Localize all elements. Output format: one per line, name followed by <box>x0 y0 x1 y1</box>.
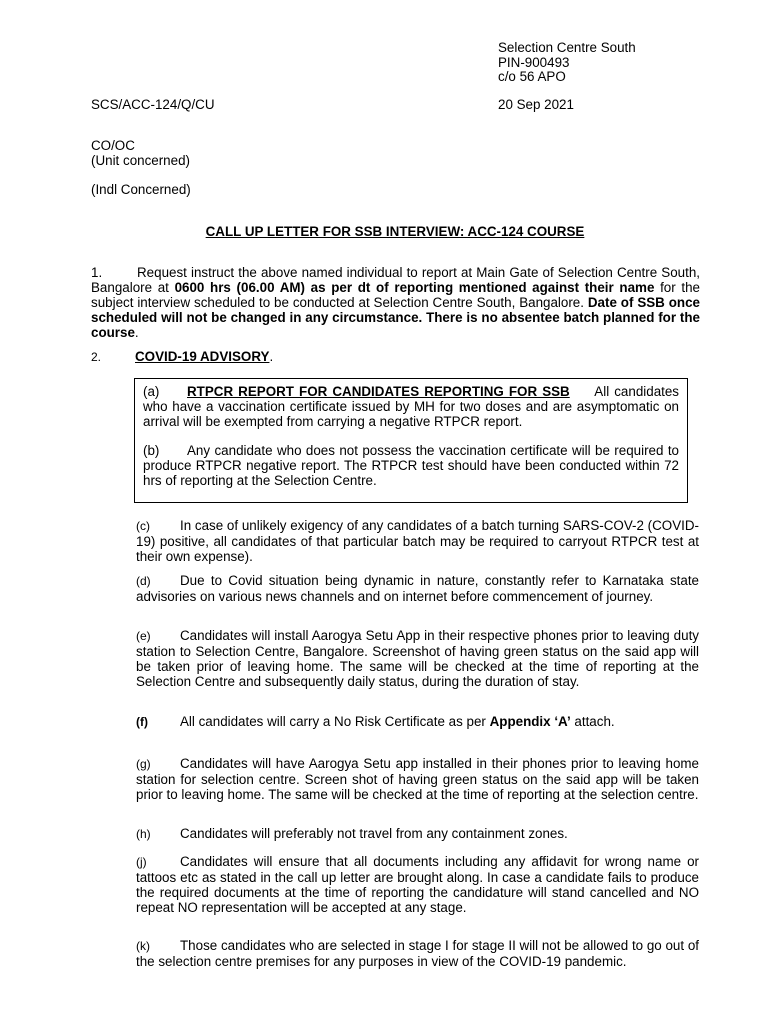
letter-title: CALL UP LETTER FOR SSB INTERVIEW: ACC-124 COURSE <box>205 224 585 239</box>
item-d-text: Due to Covid situation being dynamic in nature, constantly refer to Karnataka state advisories on various news channels and on internet before commencement of journey. <box>136 573 699 604</box>
item-d <box>136 573 699 604</box>
rtpcr-box <box>134 378 688 503</box>
paragraph-2 <box>91 349 700 365</box>
item-g-text: Candidates will have Aarogya Setu app installed in their phones prior to leaving home station for selection centre. Screen shot of having green status on the said app will be taken prior to leaving home. The same will be checked at the time of reporting at the selection centre. <box>136 756 699 802</box>
appendix-a-reference: Appendix ‘A’ <box>489 714 571 729</box>
item-f-label: (f) <box>136 715 148 729</box>
item-h-label: (h) <box>136 827 151 841</box>
paragraph-1-bold-b: Date of SSB once scheduled will not be changed in any circumstance. There is no absentee batch planned for the course <box>91 295 700 340</box>
recipient-block <box>91 139 190 168</box>
item-k-label: (k) <box>136 939 150 953</box>
item-k-text: Those candidates who are selected in stage I for stage II will not be allowed to go out of the selection centre premises for any purposes in view of the COVID-19 pandemic. <box>136 938 699 969</box>
item-j-text: Candidates will ensure that all documents including any affidavit for wrong name or tattoos etc as stated in the call up letter are brought along. In case a candidate fails to produce the required documents at the time of reporting the candidature will stand cancelled and NO repeat NO representation will be accepted at any stage. <box>136 854 699 915</box>
sender-address <box>498 41 636 85</box>
address-line-3: c/o 56 APO <box>498 69 566 84</box>
box-item-b-label: (b) <box>143 443 160 458</box>
item-e <box>136 628 699 689</box>
recipient-line-2: (Unit concerned) <box>91 152 190 168</box>
paragraph-1-number: 1. <box>91 265 103 280</box>
item-f <box>136 714 699 730</box>
item-f-text: All candidates will carry a No Risk Certificate as per <box>180 714 490 729</box>
box-item-a-text: All candidates who have a vaccination certificate issued by MH for two doses and are asymptomatic on arrival will be exempted from carrying a negative RTPCR report. <box>143 384 680 429</box>
paragraph-1-text-b: for the subject interview scheduled to be conducted at Selection Centre South, Bangalore. <box>91 280 700 310</box>
paragraph-1 <box>91 265 700 340</box>
item-h <box>136 826 699 842</box>
item-j-label: (j) <box>136 855 147 869</box>
recipient-line-3: (Indl Concerned) <box>91 182 191 197</box>
item-g-label: (g) <box>136 757 151 771</box>
item-d-label: (d) <box>136 574 151 588</box>
item-g <box>136 756 699 802</box>
address-line-1: Selection Centre South <box>498 40 636 55</box>
box-item-b-text: Any candidate who does not possess the vaccination certificate will be required to produce RTPCR negative report. The RTPCR test should have been conducted within 72 hrs of reporting at the Selection Centre. <box>143 443 679 488</box>
item-c-label: (c) <box>136 519 150 533</box>
letter-reference: SCS/ACC-124/Q/CU <box>91 97 215 112</box>
paragraph-1-bold-a: 0600 hrs (06.00 AM) as per dt of reporting mentioned against their name <box>174 280 655 295</box>
recipient-line-1: CO/OC <box>91 138 135 153</box>
item-e-label: (e) <box>136 629 151 643</box>
covid-advisory-heading: COVID-19 ADVISORY <box>135 349 270 364</box>
item-j <box>136 854 699 915</box>
covid-advisory-heading-suffix: . <box>269 349 274 364</box>
item-e-text: Candidates will install Aarogya Setu App in their respective phones prior to leaving duty station to Selection Centre, Bangalore. Screenshot of having green status on the said app will be taken prior of leaving home. The same will be checked at the time of reporting at the Selection Centre and subsequently daily status, during the duration of stay. <box>136 628 699 689</box>
item-c <box>136 518 699 564</box>
item-f-text-2: attach. <box>570 714 615 729</box>
box-item-b <box>143 443 679 488</box>
letter-date: 20 Sep 2021 <box>498 97 574 112</box>
paragraph-1-text-a: Request instruct the above named individual to report at Main Gate of Selection Centre South, Bangalore at <box>91 265 700 295</box>
address-line-2: PIN-900493 <box>498 54 570 70</box>
box-item-a-label: (a) <box>143 384 160 399</box>
paragraph-1-text-c: . <box>134 325 139 340</box>
box-item-a <box>143 384 679 429</box>
item-c-text: In case of unlikely exigency of any candidates of a batch turning SARS-COV-2 (COVID-19) positive, all candidates of that particular batch may be required to carryout RTPCR test at their own expense). <box>136 518 699 564</box>
box-item-a-heading: RTPCR REPORT FOR CANDIDATES REPORTING FOR SSB <box>187 384 570 399</box>
paragraph-2-number: 2. <box>91 350 102 364</box>
item-h-text: Candidates will preferably not travel from any containment zones. <box>180 826 568 841</box>
item-k <box>136 938 699 969</box>
